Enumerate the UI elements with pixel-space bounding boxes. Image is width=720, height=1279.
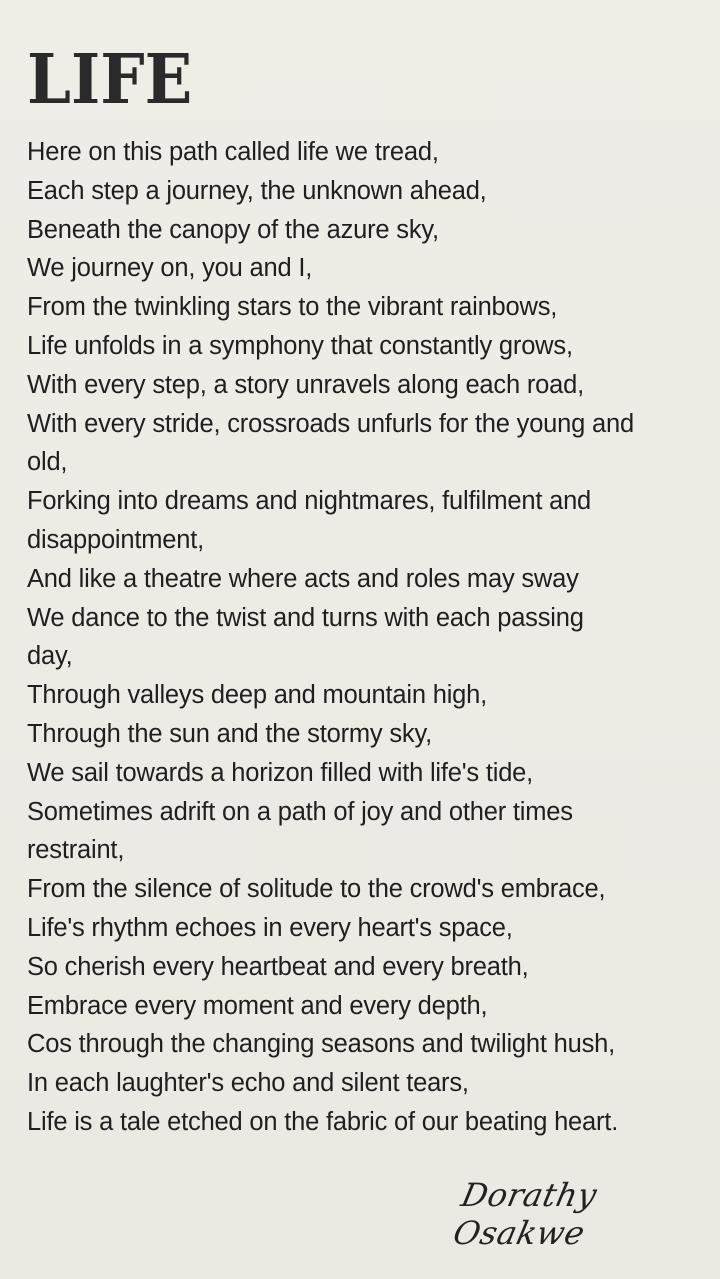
poem-line: Cos through the changing seasons and twilight hush, xyxy=(27,1030,616,1059)
poem-line: Embrace every moment and every depth, xyxy=(27,991,488,1020)
poem-line: Life's rhythm echoes in every heart's space, xyxy=(27,913,513,942)
poem-line: And like a theatre where acts and roles may sway xyxy=(27,564,579,593)
poem-line: Sometimes adrift on a path of joy and other times xyxy=(27,797,573,826)
poem-line: Forking into dreams and nightmares, fulfilment and xyxy=(27,487,592,516)
poem-line: With every stride, crossroads unfurls for the young and xyxy=(27,409,634,438)
poem-line: day, xyxy=(27,642,73,671)
poem-line: We sail towards a horizon filled with life's tide, xyxy=(27,758,534,787)
poem-line: In each laughter's echo and silent tears, xyxy=(27,1069,469,1098)
poem-title: LIFE xyxy=(27,40,193,120)
poem-line: Life unfolds in a symphony that constantly grows, xyxy=(27,331,573,360)
poem-line: With every step, a story unravels along each road, xyxy=(27,370,584,399)
poem-line: So cherish every heartbeat and every breath, xyxy=(27,952,529,981)
poem-line: From the silence of solitude to the crowd's embrace, xyxy=(27,875,606,904)
poem-line: We journey on, you and I, xyxy=(27,254,313,283)
poem-line: From the twinkling stars to the vibrant rainbows, xyxy=(27,293,558,322)
poem-line: Through the sun and the stormy sky, xyxy=(27,719,432,748)
poem-line: restraint, xyxy=(27,836,125,865)
poem-line: old, xyxy=(27,448,68,477)
poem-line: Life is a tale etched on the fabric of our beating heart. xyxy=(27,1107,619,1136)
poem-line: We dance to the twist and turns with each passing xyxy=(27,603,584,632)
author-signature: Dorathy Osakwe xyxy=(449,1176,601,1252)
poem-line: disappointment, xyxy=(27,525,205,554)
poem-line: Beneath the canopy of the azure sky, xyxy=(27,215,439,244)
poem-body xyxy=(27,133,707,1142)
poem-line: Each step a journey, the unknown ahead, xyxy=(27,176,487,205)
poem-line: Through valleys deep and mountain high, xyxy=(27,681,488,710)
poem-line: Here on this path called life we tread, xyxy=(27,138,439,166)
